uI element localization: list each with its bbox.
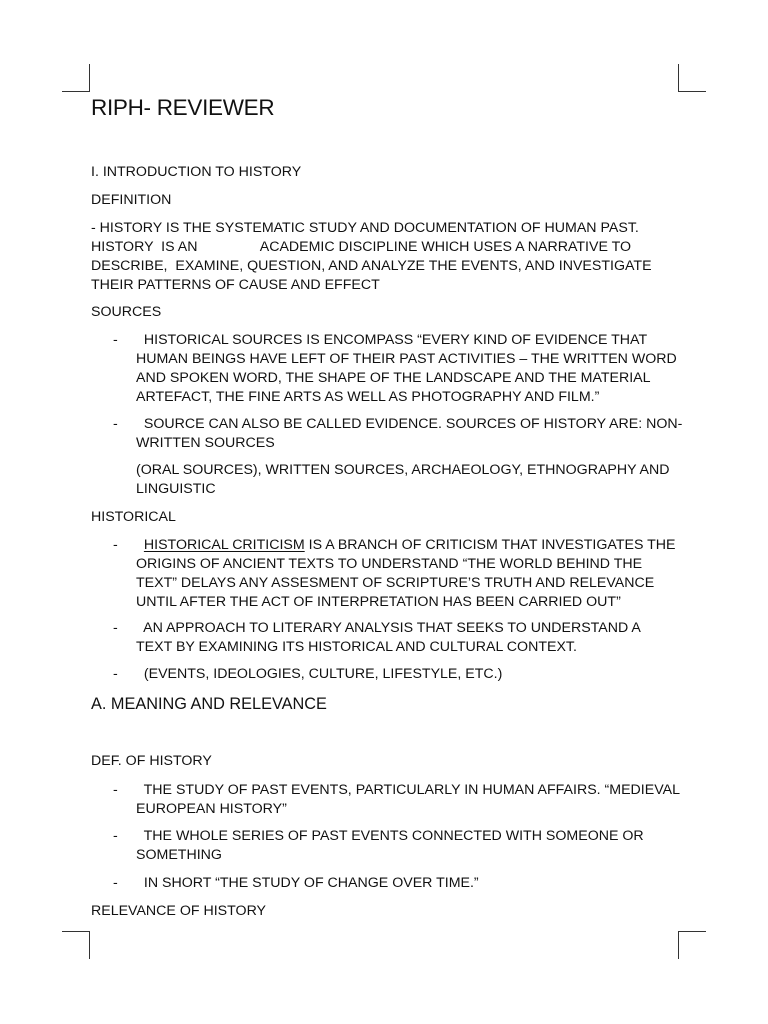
page-title: RIPH- REVIEWER [91,95,275,120]
list-item [136,619,696,657]
text-line: THE WHOLE SERIES OF PAST EVENTS CONNECTED WITH SOMEONE OR [136,828,644,844]
crop-mark-top-right [678,64,679,91]
text-line: HISTORY IS AN ACADEMIC DISCIPLINE WHICH USES A NARRATIVE TO [91,239,632,255]
bullet-dash: - [113,620,118,636]
sources-continuation [136,461,696,499]
bullet-dash: - [113,782,118,798]
list-item [136,781,696,819]
list-item [136,415,696,453]
text-line: HUMAN BEINGS HAVE LEFT OF THEIR PAST ACTIVITIES – THE WRITTEN WORD [136,351,677,367]
text-line: ORIGINS OF ANCIENT TEXTS TO UNDERSTAND “THE WORLD BEHIND THE [136,556,643,572]
definition-label: DEFINITION [91,192,172,208]
crop-mark-bottom-right [678,931,679,959]
crop-mark-bottom-left [89,931,90,959]
text-line: ARTEFACT, THE FINE ARTS AS WELL AS PHOTOGRAPHY AND FILM.” [136,389,600,405]
crop-mark-top-left [89,64,90,91]
text-line: UNTIL AFTER THE ACT OF INTERPRETATION HAS BEEN CARRIED OUT” [136,594,621,610]
text-line: SOMETHING [136,847,222,863]
text-line: (EVENTS, IDEOLOGIES, CULTURE, LIFESTYLE, ETC.) [136,666,503,682]
historical-criticism-term: HISTORICAL CRITICISM [143,537,305,553]
text-line: IN SHORT “THE STUDY OF CHANGE OVER TIME.” [136,875,479,891]
text-line: TEXT BY EXAMINING ITS HISTORICAL AND CULTURAL CONTEXT. [136,639,577,655]
text-line: AN APPROACH TO LITERARY ANALYSIS THAT SEEKS TO UNDERSTAND A [136,620,641,636]
text-line: WRITTEN SOURCES [136,435,275,451]
text-line: - HISTORY IS THE SYSTEMATIC STUDY AND DOCUMENTATION OF HUMAN PAST. [91,220,639,236]
text-line: EUROPEAN HISTORY” [136,801,287,817]
list-item [136,827,696,865]
historical-label: HISTORICAL [91,509,176,525]
text-line: DESCRIBE, EXAMINE, QUESTION, AND ANALYZE THE EVENTS, AND INVESTIGATE [91,258,652,274]
subheading: A. MEANING AND RELEVANCE [91,695,327,713]
text-line: AND SPOKEN WORD, THE SHAPE OF THE LANDSCAPE AND THE MATERIAL [136,370,651,386]
list-item [136,536,696,612]
text-line: TEXT” DELAYS ANY ASSESMENT OF SCRIPTURE’S TRUTH AND RELEVANCE [136,575,655,591]
list-item [136,331,696,407]
relevance-label: RELEVANCE OF HISTORY [91,903,267,919]
text-line: SOURCE CAN ALSO BE CALLED EVIDENCE. SOURCES OF HISTORY ARE: NON- [136,416,683,432]
bullet-dash: - [113,875,118,891]
text-line: THEIR PATTERNS OF CAUSE AND EFFECT [91,277,380,293]
text-line: HISTORICAL SOURCES IS ENCOMPASS “EVERY KIND OF EVIDENCE THAT [136,332,648,348]
text-line: (ORAL SOURCES), WRITTEN SOURCES, ARCHAEOLOGY, ETHNOGRAPHY AND [136,462,670,478]
bullet-dash: - [113,332,118,348]
bullet-dash: - [113,666,118,682]
definition-paragraph [91,219,691,295]
list-item [136,874,696,893]
bullet-dash: - [113,828,118,844]
crop-mark-top-right [678,91,706,92]
text-line: LINGUISTIC [136,481,216,497]
bullet-dash: - [113,416,118,432]
text-line: THE STUDY OF PAST EVENTS, PARTICULARLY IN HUMAN AFFAIRS. “MEDIEVAL [136,782,680,798]
def-label: DEF. OF HISTORY [91,753,212,769]
bullet-dash: - [113,537,118,553]
crop-mark-bottom-left [62,931,90,932]
crop-mark-top-left [62,91,90,92]
crop-mark-bottom-right [678,931,706,932]
text-run: IS A BRANCH OF CRITICISM THAT INVESTIGATES THE [304,537,676,553]
sources-label: SOURCES [91,304,162,320]
text-line [136,536,696,555]
section-heading: I. INTRODUCTION TO HISTORY [91,164,302,180]
list-item [136,665,696,684]
